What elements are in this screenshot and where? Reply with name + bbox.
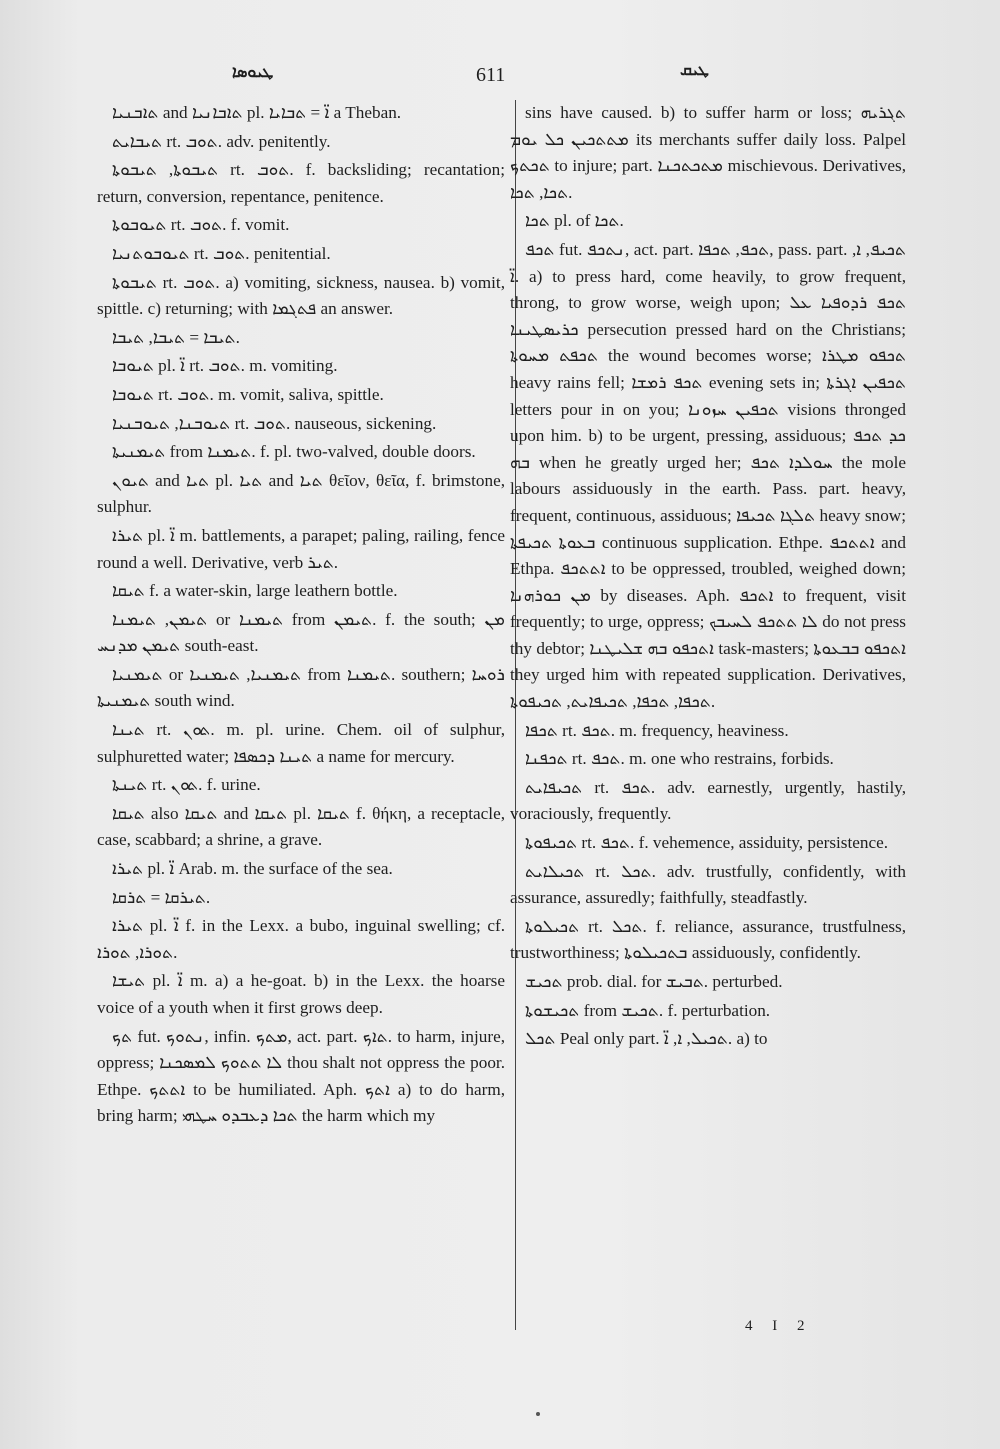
dictionary-entry: ܬܝܒܘܬܐ rt. ܬܘܒ. a) vomiting, sickness, nausea. b) vomit, spittle. c) returning; with ܦܬܓܡܐ an answer. [97,272,505,319]
dictionary-entry: ܬܝܘܢ and ܬܝܐ pl. ܬܝܐ and ܬܝܐ θεῖον, θεῖα, f. brimstone, sulphur. [97,470,505,517]
dictionary-entry: ܬܝܪܐ pl. ܐ̈ m. battlements, a parapet; paling, railing, fence round a well. Derivative, verb ܬܝܪ. [97,525,505,572]
page-speck [536,1412,540,1416]
dictionary-entry: ܬܝܡܢܝܬܐ from ܬܝܡܢܐ. f. pl. two-valved, double doors. [112,442,476,462]
dictionary-entry: ܬܝܡܢ, ܬܝܡܢܐ or ܬܝܡܢܐ from ܬܝܡܢ. f. the south; ܡܢ ܬܝܡܢ ܡܕܢܚ south-east. [97,609,505,656]
dictionary-entry: ܬܟܠ Peal only part. ܬܟܝܠ, ܐ, ܐ̈. a) to [525,1029,768,1049]
running-head-left: ܛܝܘܣܐ [232,62,274,81]
dictionary-entry: sins have caused. b) to suffer harm or loss; ܬܓܪܝܗ ܡܬܬܟܝܢ ܟܠ ܝܘܡ its merchants suffer daily loss. Palpel ܬܟܬܟ to injure; part. ܡܬܟܬܟܢܐ mischievous. Derivatives, ܬܟܐ, ܬܟܐ. [510,103,906,202]
dictionary-entry: ܬܝܩܐ also ܬܝܩܐ and ܬܝܩܐ pl. ܬܝܩܐ f. θήκη, a receptacle, case, scabbard; a shrine, a grave. [97,803,505,850]
dictionary-entry: ܬܟܐ pl. of ܬܟܐ. [525,211,624,231]
dictionary-entry: ܬܟ fut. ܢܬܘܟ, infin. ܡܬܟ, act. part. ܬܐܟ. to harm, injure, oppress; ܠܐ ܬܬܘܟ ܠܡܣܟܢܐ thou shalt not oppress the poor. Ethpe. ܐܬܬܟ to be humiliated. Aph. ܐܬܟ a) to do harm, bring harm; ܬܟܐ ܕܥܒܕܘ ܚܛܗܝ the harm which my [97,1026,506,1126]
dictionary-entry: ܬܝܢܬܐ rt. ܬܘܢ. f. urine. [112,775,261,795]
right-column [510,100,906,1055]
dictionary-entry: ܬܐܒܢܝܐ and ܬܐܒܐܢܝܐ pl. ܐ̈ = ܬܒܐܝܐ a Theban. [112,103,402,122]
dictionary-entry: ܬܟܝܫܘܬܐ from ܬܟܝܫ. f. perturbation. [525,1000,771,1020]
running-head [0,58,1000,98]
dictionary-entry: ܬܝܪܩܐ = ܬܪܩܐ. [112,887,211,907]
dictionary-entry: ܬܟܝܦܐܝܬ rt. ܬܟܦ. adv. earnestly, urgently, hastily, voraciously, frequently. [510,777,906,824]
dictionary-entry: ܬܝܪܐ pl. ܐ̈ f. in the Lexx. a bubo, inguinal swelling; cf. ܬܘܪܐ, ܬܘܪܐ. [97,916,505,962]
left-column [97,100,505,1132]
dictionary-entry: ܬܝܘܒܘܬܐ rt. ܬܘܒ. f. vomit. [112,215,290,235]
dictionary-entry: ܬܝܘܒܐ pl. ܐ̈ rt. ܬܘܒ. m. vomiting. [112,356,338,376]
dictionary-entry: ܬܝܒܐ = ܬܝܒܐ, ܬܝܒܐ. [112,327,240,347]
dictionary-entry: ܬܝܒܐܝܬ rt. ܬܘܒ. adv. penitently. [112,131,331,151]
dictionary-entry: ܬܝܩܐ f. a water-skin, large leathern bottle. [112,581,398,601]
dictionary-entry: ܬܝܢܐ rt. ܬܘܢ. m. pl. urine. Chem. oil of sulphur, sulphuretted water; ܬܝܢܐ ܕܟܣܦܐ a name for mercury. [97,720,505,766]
dictionary-entry: ܬܟܝܦܘܬܐ rt. ܬܟܦ. f. vehemence, assiduity, persistence. [525,833,889,853]
dictionary-entry: ܬܟܦܐ rt. ܬܟܦ. m. frequency, heaviness. [525,720,789,740]
dictionary-entry: ܬܝܘܒܢܐ, ܬܝܘܒܢܝܐ rt. ܬܘܒ. nauseous, sickening. [112,413,437,433]
running-head-right: ܛܝܩ [680,60,709,79]
dictionary-entry: ܬܝܡܢܝܐ or ܬܝܡܢܝܐ, ܬܝܡܢܝܐ from ܬܝܡܢܐ. southern; ܪܘܚܐ ܬܝܡܢܝܬܐ south wind. [97,664,505,711]
dictionary-entry: ܬܟܝܫ prob. dial. for ܬܒܝܫ. perturbed. [525,972,783,991]
dictionary-entry: ܬܟܝܠܐܝܬ rt. ܬܟܠ. adv. trustfully, confidently, with assurance, assuredly; faithfully, steadfastly. [510,861,906,908]
dictionary-entry: ܬܟܝܠܘܬܐ rt. ܬܟܠ. f. reliance, assurance, trustfulness, trustworthiness; ܒܬܟܝܠܘܬܐ assiduously, confidently. [510,916,906,963]
dictionary-entry: ܬܝܪܐ pl. ܐ̈ Arab. m. the surface of the sea. [112,859,393,879]
dictionary-entry: ܬܝܒܘܬܐ, ܬܝܒܘܬܐ rt. ܬܘܒ. f. backsliding; recantation; return, conversion, repentance, penitence. [97,160,505,206]
dictionary-entry: ܬܟܦ fut. ܢܬܟܦ, act. part. ܬܟܦ, ܬܟܦܐ, pass. part. ܬܟܝܦ, ܐ, ܐ̈. a) to press hard, come heavily, to grow frequent, throng, to grow worse, weigh upon; ܬܟܦ ܪܕܘܦܝܐ ܥܠ ܟܪܝܣܛܝܢܐ persecution pressed hard on the Christians; ܬܟܦܬ ܡܚܘܬܐ the wound becomes worse; ܬܟܦܘ ܡܛܪܐ heavy rains fell; ܬܟܦ ܪܡܫܐ evening sets in; ܬܟܦܝܢ ܐܓܪܬܐ letters pour in on you; ܬܟܦܝܢ ܚܙܘܢܐ visions thronged upon him. b) to be urgent, pressing, assiduous; ܟܕ ܬܟܦ ܒܗ when he greatly urged her; ܚܘܠܕܐ ܬܟܦ the mole labours assiduously in the earth. Pass. part. heavy, frequent, continuous, assiduous; ܬܠܓܐ ܬܟܝܦܐ heavy snow; ܒܥܘܬܐ ܬܟܝܦܬܐ continuous supplication. Ethpe. ܐܬܬܟܦ and Ethpa. ܐܬܬܟܦ to be oppressed, troubled, weighed down; ܡܢ ܟܘܪܗܢܐ by diseases. Aph. ܐܬܟܦ to frequent, visit frequently; to urge, oppress; ܠܐ ܬܬܟܦ ܠܚܝܒܟ do not press thy debtor; ܐܬܟܦܘ ܒܗ ܫܠܝܛܢܐ task-masters; ܐܬܟܦܘ ܒܒܥܘܬܐ they urged him with repeated supplication. Derivatives, ܬܟܦܐ, ܬܟܦܐ, ܬܟܝܦܐܝܬ, ܬܟܝܦܘܬܐ. [510,239,906,712]
dictionary-entry: ܬܝܫܐ pl. ܐ̈ m. a) a he-goat. b) in the Lexx. the hoarse voice of a youth when it first grows deep. [97,971,505,1017]
dictionary-entry: ܬܟܦܢܐ rt. ܬܟܦ. m. one who restrains, forbids. [525,749,834,769]
dictionary-entry: ܬܝܘܒܐ rt. ܬܘܒ. m. vomit, saliva, spittle. [112,384,384,404]
page-number: 611 [476,64,506,86]
dictionary-entry: ܬܝܘܒܘܬܢܝܐ rt. ܬܘܒ. penitential. [112,243,331,263]
signature-mark: 4 I 2 [745,1318,813,1334]
